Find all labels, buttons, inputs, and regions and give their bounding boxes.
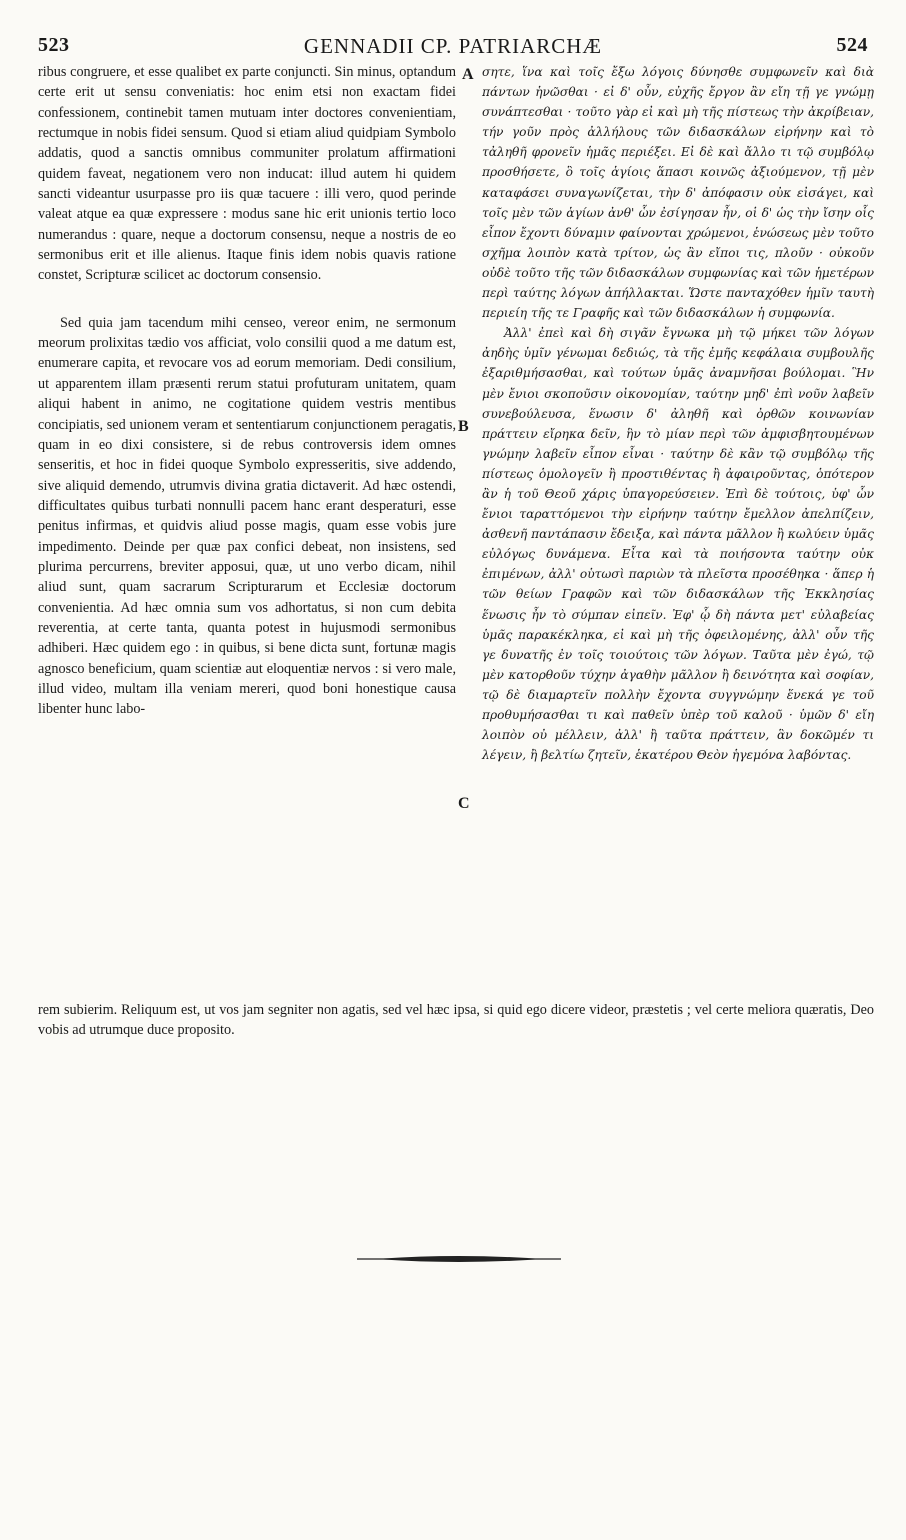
end-ornament-rule xyxy=(355,1252,563,1266)
latin-closing-lines xyxy=(38,1000,874,1041)
page-number-left: 523 xyxy=(38,34,70,56)
greek-column xyxy=(482,62,874,765)
page-number-right: 524 xyxy=(836,34,868,56)
margin-letter-a: A xyxy=(462,66,474,83)
latin-paragraph-2-end: rem subierim. Reliquum est, ut vos jam segniter non agatis, sed vel hæc ipsa, si quid ego dicere videor, præstetis ; vel certe meliora quæratis, Deo vobis ad utrumque duce proposito. xyxy=(38,1002,874,1039)
running-title: GENNADII CP. PATRIARCHÆ xyxy=(303,34,603,58)
greek-paragraph-1: σητε, ἵνα καὶ τοῖς ἔξω λόγοις δύνησθε συμφωνεῖν καὶ διὰ πάντων ἡνῶσθαι · εἰ δ' οὖν, εὐχῆς ἔργον ἂν εἴη τῇ γε γνώμῃ συνάπτεσθαι · τοῦτο γὰρ εἰ καὶ μὴ τῆς πίστεως τὴν ἀκρίβειαν, τήν γοῦν πρὸς ἀλλήλους τῶν διδασκάλων εἰρήνην καὶ τὸ τἀληθῆ φρονεῖν ἡμᾶς περιέξει. Εἰ δὲ καὶ ἄλλο τι τῷ συμβόλῳ προσθήσετε, ὃ τοῖς ἁγίοις ἅπασι κοινῶς ἀξιούμενον, τῇ μὲν καταφάσει συναγωνίζεται, τὴν δ' ἀπόφασιν οὐκ εἰσάγει, καὶ τοῖς μὲν τῶν ἁγίων ἀνθ' ὧν ἐσίγησαν ἦν, οἱ δ' ὡς τὴν ἴσην οἷς εἶπον ἔχοντι δύναμιν φαίνονται χρώμενοι, ἑνώσεως μὲν τοῦτο σχῆμα λοιπὸν κατὰ τρίτον, ὡς ἂν εἴποι τις, πλοῦν · οὐκοῦν οὐδὲ τοῦτο τῆς τῶν διδασκάλων συμφωνίας καὶ τῶν ἡμετέρων περὶ ταύτης λόγων ἀπήλλακται. Ὥστε πανταχόθεν ἡμῖν ταυτὴ περιείη τῆς τε Γραφῆς καὶ τῶν διδασκάλων ἡ συμφωνία. xyxy=(482,65,874,321)
margin-letter-c: C xyxy=(458,795,470,812)
latin-column xyxy=(38,62,456,720)
latin-paragraph-2: Sed quia jam tacendum mihi censeo, vereor enim, ne sermonum meorum prolixitas tædio vos afficiat, volo consilii quod a me datum est, enumerare capita, et revocare vos ad eorum memoriam. Dedi consilium, ut apparentem illam præsenti rerum statui profuturam unitatem, quam aliqui habent in animo, ne cogitatione quidem vestris mentibus concipiatis, sed unionem veram et sententiarum conjunctionem peragatis, quam in eo dixi consistere, si de rebus controversis idem omnes senseritis, et hoc in fidei quoque Symbolo expresseritis, sive addendo, sive aliquid demendo, utrumvis divina gratia dictaverit. Ad hæc ostendi, difficultates quibus turbati nonnulli pacem hanc erant desperaturi, esse penitus infirmas, et quidvis aliud posse magis, quam esse vobis jure impedimento. Deinde per quæ pax confici debeat, non insistens, sed plurima percurrens, breviter apposui, quæ, ut uno verbo dicam, nihil aliud sunt, quam sacrarum Scripturarum et Ecclesiæ doctorum convenientia. Ad hæc omnia sum vos adhortatus, si non cum debita reverentia, at certe tanta, quanta potest in hujusmodi sermonibus adhiberi. Hæc quidem ego : in quibus, si bene dicta sunt, fortunæ magis agnosco beneficium, quam scientiæ aut eloquentiæ nervos : si vero male, illud video, multam illa veniam mereri, quod boni honestique causa libenter hunc labo- xyxy=(38,314,456,718)
latin-paragraph-1: ribus congruere, et esse qualibet ex parte conjuncti. Sin minus, optandum certe erit ut sensu conveniatis: hoc enim etsi non exactam fidei confessionem, continebit tamen mutuam inter doctores convenientiam, rectumque in nobis fidei sensum. Quod si etiam aliud quidpiam Symbolo addatis, quod a sanctis omnibus communiter prolatum affirmationi quidem faveat, negationem vero non inducat: illud autem hi quidem sancti videantur usurpasse pro iis quæ tacuere : illi vero, quod perinde valeat atque ea quæ expressere : modus sane hic erit unionis tertio loco numerandus : quare, neque a doctorum consensu, neque a nostris de eo sermonibus erit et ille alienus. Itaque finis idem nobis quavis ratione constet, Scripturæ scilicet ac doctorum consensio. xyxy=(38,64,456,284)
margin-letter-b: B xyxy=(458,418,469,435)
page-header xyxy=(0,30,906,62)
greek-paragraph-2: Ἀλλ' ἐπεὶ καὶ δὴ σιγᾶν ἔγνωκα μὴ τῷ μήκει τῶν λόγων ἀηδὴς ὑμῖν γένωμαι δεδιώς, τὰ τῆς ἐμῆς κεφάλαια συμβουλῆς ἐξαριθμήσασθαι, καὶ τούτων ὑμᾶς ἀναμνῆσαι βούλομαι. Ἣν μὲν ἔνιοι σκοποῦσιν οἰκονομίαν, ταύτην μηδ' ἐπὶ νοῦν λαβεῖν συνεβούλευσα, ἕνωσιν δ' ἀληθῆ καὶ ὀρθῶν κοινωνίαν πράττειν εἴρηκα δεῖν, ἣν τὸ μίαν περὶ τῶν ἀμφισβητουμένων γνώμην λαβεῖν εἶπον εἶναι · ταύτην δὲ κἂν τῷ συμβόλῳ τῆς πίστεως ὁμολογεῖν ἢ προστιθέντας ἢ ἀφαιροῦντας, ὁπότερον ἂν ἡ τοῦ Θεοῦ χάρις ὑπαγορεύσειεν. Ἐπὶ δὲ τούτοις, ὑφ' ὧν ἔνιοι ταραττόμενοι τὴν εἰρήνην ταύτην ἔμελλον ἀπελπίζειν, ἀσθενῆ παντάπασιν ἔδειξα, καὶ πάντα μᾶλλον ἢ κωλύειν ὑμᾶς εὐλόγως δυνάμενα. Εἶτα καὶ τὰ ποιήσοντα ταύτην οὐκ ἐπιμένων, ἀλλ' οὑτωσὶ παριὼν τὰ πλεῖστα προσέθηκα · ἅπερ ἡ τῶν θείων Γραφῶν καὶ τῶν διδασκάλων τῆς Ἐκκλησίας ἕνωσις ἦν τὸ σύμπαν εἰπεῖν. Ἐφ' ᾧ δὴ πάντα μετ' εὐλαβείας ὑμᾶς παρακέκληκα, εἰ καὶ μὴ τῆς ὀφειλομένης, ἀλλ' οὖν τῆς γε δυνατῆς ἐν τοῖς τοιούτοις τῶν λόγων. Ταῦτα μὲν ἐγώ, τῷ μὲν κατορθοῦν τύχην ἀγαθὴν μᾶλλον ἢ δεινότητα καὶ σοφίαν, τῷ δὲ διαμαρτεῖν πολλὴν ἔχοντα συγγνώμην ἕνεκά γε τοῦ προθυμήσασθαι τι καὶ παθεῖν ὑπὲρ τοῦ καλοῦ · ὑμῶν δ' εἴη λοιπὸν οὐ μέλλειν, ἀλλ' ἢ ταῦτα πράττειν, ἃν δοκῶμέν τι λέγειν, ἢ βελτίω ζητεῖν, ἑκατέρου Θεὸν ἡγεμόνα λαβόντας. xyxy=(482,326,874,763)
